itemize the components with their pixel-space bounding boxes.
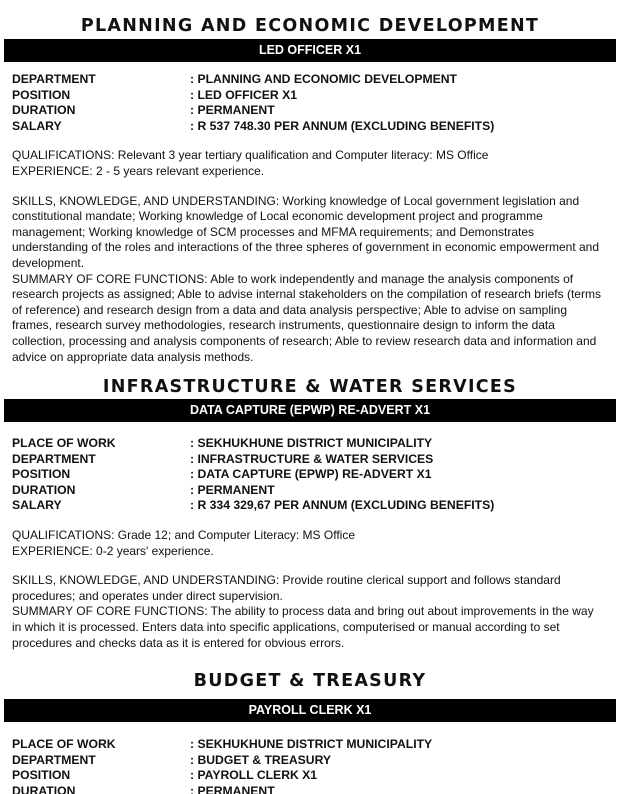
section-infrastructure-body <box>0 424 620 651</box>
detail-label: PLACE OF WORK <box>12 737 116 751</box>
job-bar-led-officer <box>0 39 620 62</box>
detail-label: DEPARTMENT <box>12 451 96 466</box>
details-table <box>12 436 620 514</box>
detail-label: SALARY <box>12 118 62 133</box>
section-budget <box>0 670 620 692</box>
section-title: INFRASTRUCTURE & WATER SERVICES <box>102 377 518 397</box>
detail-row <box>12 753 620 769</box>
detail-value: : R 334 329,67 PER ANNUM (EXCLUDING BENEFITS) <box>190 498 495 513</box>
detail-row <box>12 436 620 452</box>
detail-label: POSITION <box>12 87 71 102</box>
detail-value: : SEKHUKHUNE DISTRICT MUNICIPALITY <box>190 436 433 450</box>
detail-label: POSITION <box>12 467 71 482</box>
job-title-bar: DATA CAPTURE (EPWP) RE-ADVERT X1 <box>4 399 616 422</box>
detail-row <box>12 72 620 88</box>
detail-row <box>12 768 620 784</box>
core-functions-text: SUMMARY OF CORE FUNCTIONS: The ability to process data and bring out about improvements in the way in which it is processed. Enters data into specific applications, computerised or manual according to set procedures and checks data as it is entered for obvious errors. <box>12 604 594 650</box>
section-planning-body <box>0 60 620 365</box>
core-functions-text: SUMMARY OF CORE FUNCTIONS: Able to work independently and manage the analysis components of research projects as assigned; Able to advise internal stakeholders on the compilation of research briefs (terms of reference) and research design from a data and data analysis perspective; Able to advise on sampling frames, research survey methodologies, research instruments, questionnaire design to inform the data collection, processing and analysis components of research; Able to review research data and information and advice on appropriate data analysis methods. <box>12 271 601 364</box>
detail-value: : DATA CAPTURE (EPWP) RE-ADVERT X1 <box>190 467 432 482</box>
detail-label: POSITION <box>12 768 71 783</box>
detail-label: DEPARTMENT <box>12 752 96 767</box>
details-table <box>12 72 620 134</box>
section-planning <box>0 15 620 37</box>
detail-row <box>12 88 620 104</box>
section-title: BUDGET & TREASURY <box>193 671 427 691</box>
detail-label: DURATION <box>12 783 76 794</box>
detail-label: DEPARTMENT <box>12 72 96 86</box>
detail-value: : PERMANENT <box>190 103 275 118</box>
detail-label: PLACE OF WORK <box>12 436 116 450</box>
details-table <box>12 737 620 794</box>
detail-row <box>12 483 620 499</box>
detail-value: : R 537 748.30 PER ANNUM (EXCLUDING BENEFITS) <box>190 118 495 133</box>
qualifications-text: QUALIFICATIONS: Relevant 3 year tertiary qualification and Computer literacy: MS Office <box>12 148 489 163</box>
detail-label: SALARY <box>12 498 62 513</box>
section-budget-body <box>0 725 620 794</box>
job-bar-payroll-clerk <box>0 699 620 722</box>
skills-text: SKILLS, KNOWLEDGE, AND UNDERSTANDING: Working knowledge of Local government legislation and constitutional mandate; Working knowledge of Local economic development project and programme management; Working knowledge of SCM processes and MFMA requirements; and Demonstrates understanding of the roles and interactions of the three spheres of government in economic empowerment and development. <box>12 193 600 270</box>
detail-label: DURATION <box>12 482 76 497</box>
detail-value: : INFRASTRUCTURE & WATER SERVICES <box>190 451 434 466</box>
detail-value: : PAYROLL CLERK X1 <box>190 768 318 783</box>
skills-text: SKILLS, KNOWLEDGE, AND UNDERSTANDING: Provide routine clerical support and follows standard procedures; and operates under direct supervision. <box>12 573 561 603</box>
detail-row <box>12 452 620 468</box>
qualifications-text: QUALIFICATIONS: Grade 12; and Computer Literacy: MS Office <box>12 527 356 542</box>
section-title: PLANNING AND ECONOMIC DEVELOPMENT <box>80 16 540 36</box>
detail-value: : PERMANENT <box>190 783 275 794</box>
detail-value: : PERMANENT <box>190 482 275 497</box>
detail-row <box>12 737 620 753</box>
job-title-bar: PAYROLL CLERK X1 <box>4 699 616 722</box>
detail-value: : LED OFFICER X1 <box>190 87 297 102</box>
detail-row <box>12 784 620 794</box>
detail-row <box>12 103 620 119</box>
experience-text: EXPERIENCE: 0-2 years' experience. <box>12 543 214 558</box>
section-infrastructure <box>0 376 620 398</box>
detail-value: : BUDGET & TREASURY <box>190 752 332 767</box>
job-bar-data-capture <box>0 399 620 422</box>
detail-value: : PLANNING AND ECONOMIC DEVELOPMENT <box>190 72 457 86</box>
detail-label: DURATION <box>12 103 76 118</box>
job-title-bar: LED OFFICER X1 <box>4 39 616 62</box>
detail-row <box>12 119 620 135</box>
detail-row <box>12 467 620 483</box>
experience-text: EXPERIENCE: 2 - 5 years relevant experience. <box>12 163 265 178</box>
detail-row <box>12 498 620 514</box>
detail-value: : SEKHUKHUNE DISTRICT MUNICIPALITY <box>190 737 433 751</box>
